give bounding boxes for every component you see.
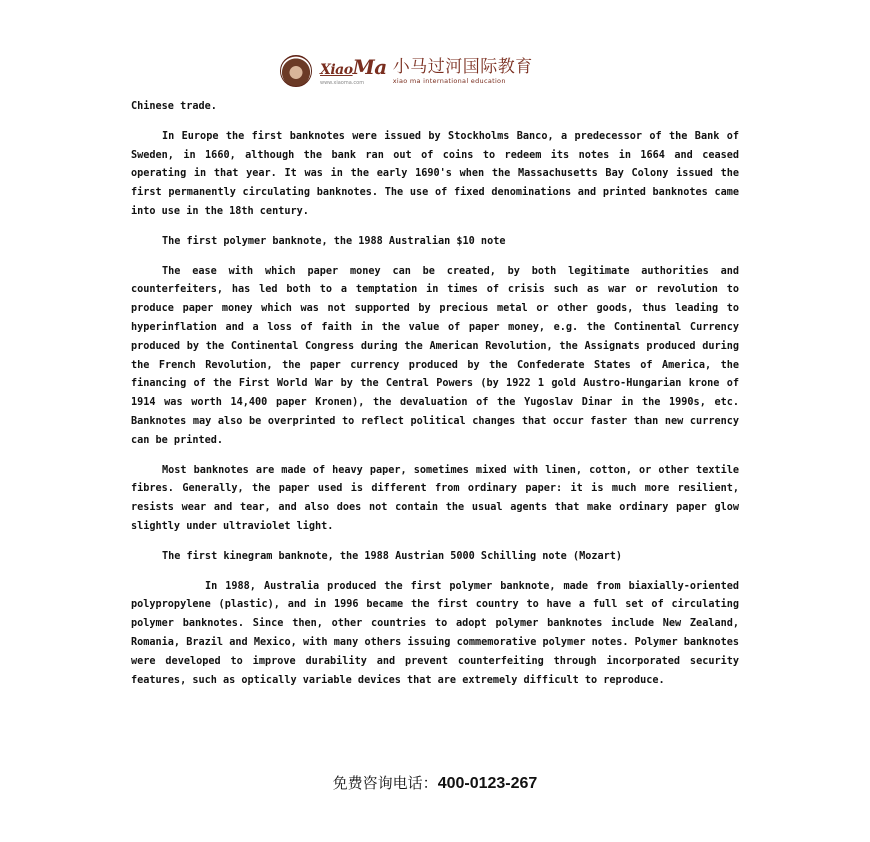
paragraph: In Europe the first banknotes were issued by Stockholms Banco, a predecessor of the Bank of Sweden, in 1660, although the bank ran out of coins to redeem its notes in 1664 and ceased operating in that year. It was in the early 1690's when the Massachusetts Bay Colony issued the first permanently circulating banknotes. The use of fixed denominations and printed banknotes came into use in the 18th century. <box>131 130 739 217</box>
consultation-footer <box>0 772 870 793</box>
image-caption: The first kinegram banknote, the 1988 Austrian 5000 Schilling note (Mozart) <box>162 550 623 562</box>
brand-header <box>280 55 533 87</box>
brand-prefix: Xiao <box>320 61 353 78</box>
paragraph: Most banknotes are made of heavy paper, sometimes mixed with linen, cotton, or other textile fibres. Generally, the paper used is different from ordinary paper: it is much more resilient, resists wear and tear, and also does not contain the usual agents that make ordinary paper glow slightly under ultraviolet light. <box>131 464 739 532</box>
image-caption: The first polymer banknote, the 1988 Australian $10 note <box>162 235 506 247</box>
brand-chinese-name: 小马过河国际教育 <box>392 56 533 77</box>
brand-suffix: Ma <box>352 54 387 79</box>
paragraph: The ease with which paper money can be created, by both legitimate authorities and counterfeiters, has led both to a temptation in times of crisis such as war or revolution to produce paper money which was not supported by precious metal or other goods, thus leading to hyperinflation and a loss of faith in the value of paper money, e.g. the Continental Currency produced by the Continental Congress during the American Revolution, the Assignats produced during the French Revolution, the paper currency produced by the Confederate States of America, the financing of the First World War by the Central Powers (by 1922 1 gold Austro-Hungarian krone of 1914 was worth 14,400 paper Kronen), the devaluation of the Yugoslav Dinar in the 1990s, etc. Banknotes may also be overprinted to reflect political changes that occur faster than new currency can be printed. <box>131 265 739 446</box>
phone-number: 400-0123-267 <box>437 775 538 792</box>
footer-label: 免费咨询电话： <box>332 774 438 792</box>
brand-logo <box>320 54 387 86</box>
brand-english-name: xiao ma international education <box>392 76 506 85</box>
paragraph: Chinese trade. <box>131 101 217 112</box>
paragraph: In 1988, Australia produced the first polymer banknote, made from biaxially-oriented polypropylene (plastic), and in 1996 became the first country to have a full set of circulating polymer banknotes. Since then, other countries to adopt polymer banknotes include New Zealand, Romania, Brazil and Mexico, with many others issuing commemorative polymer notes. Polymer banknotes were developed to improve durability and prevent counterfeiting through incorporated security features, such as optically variable devices that are extremely difficult to reproduce. <box>131 580 739 686</box>
document-body <box>131 98 739 701</box>
brand-url: www.xiaoma.com <box>320 79 365 86</box>
horse-head-logo-icon <box>280 55 312 87</box>
